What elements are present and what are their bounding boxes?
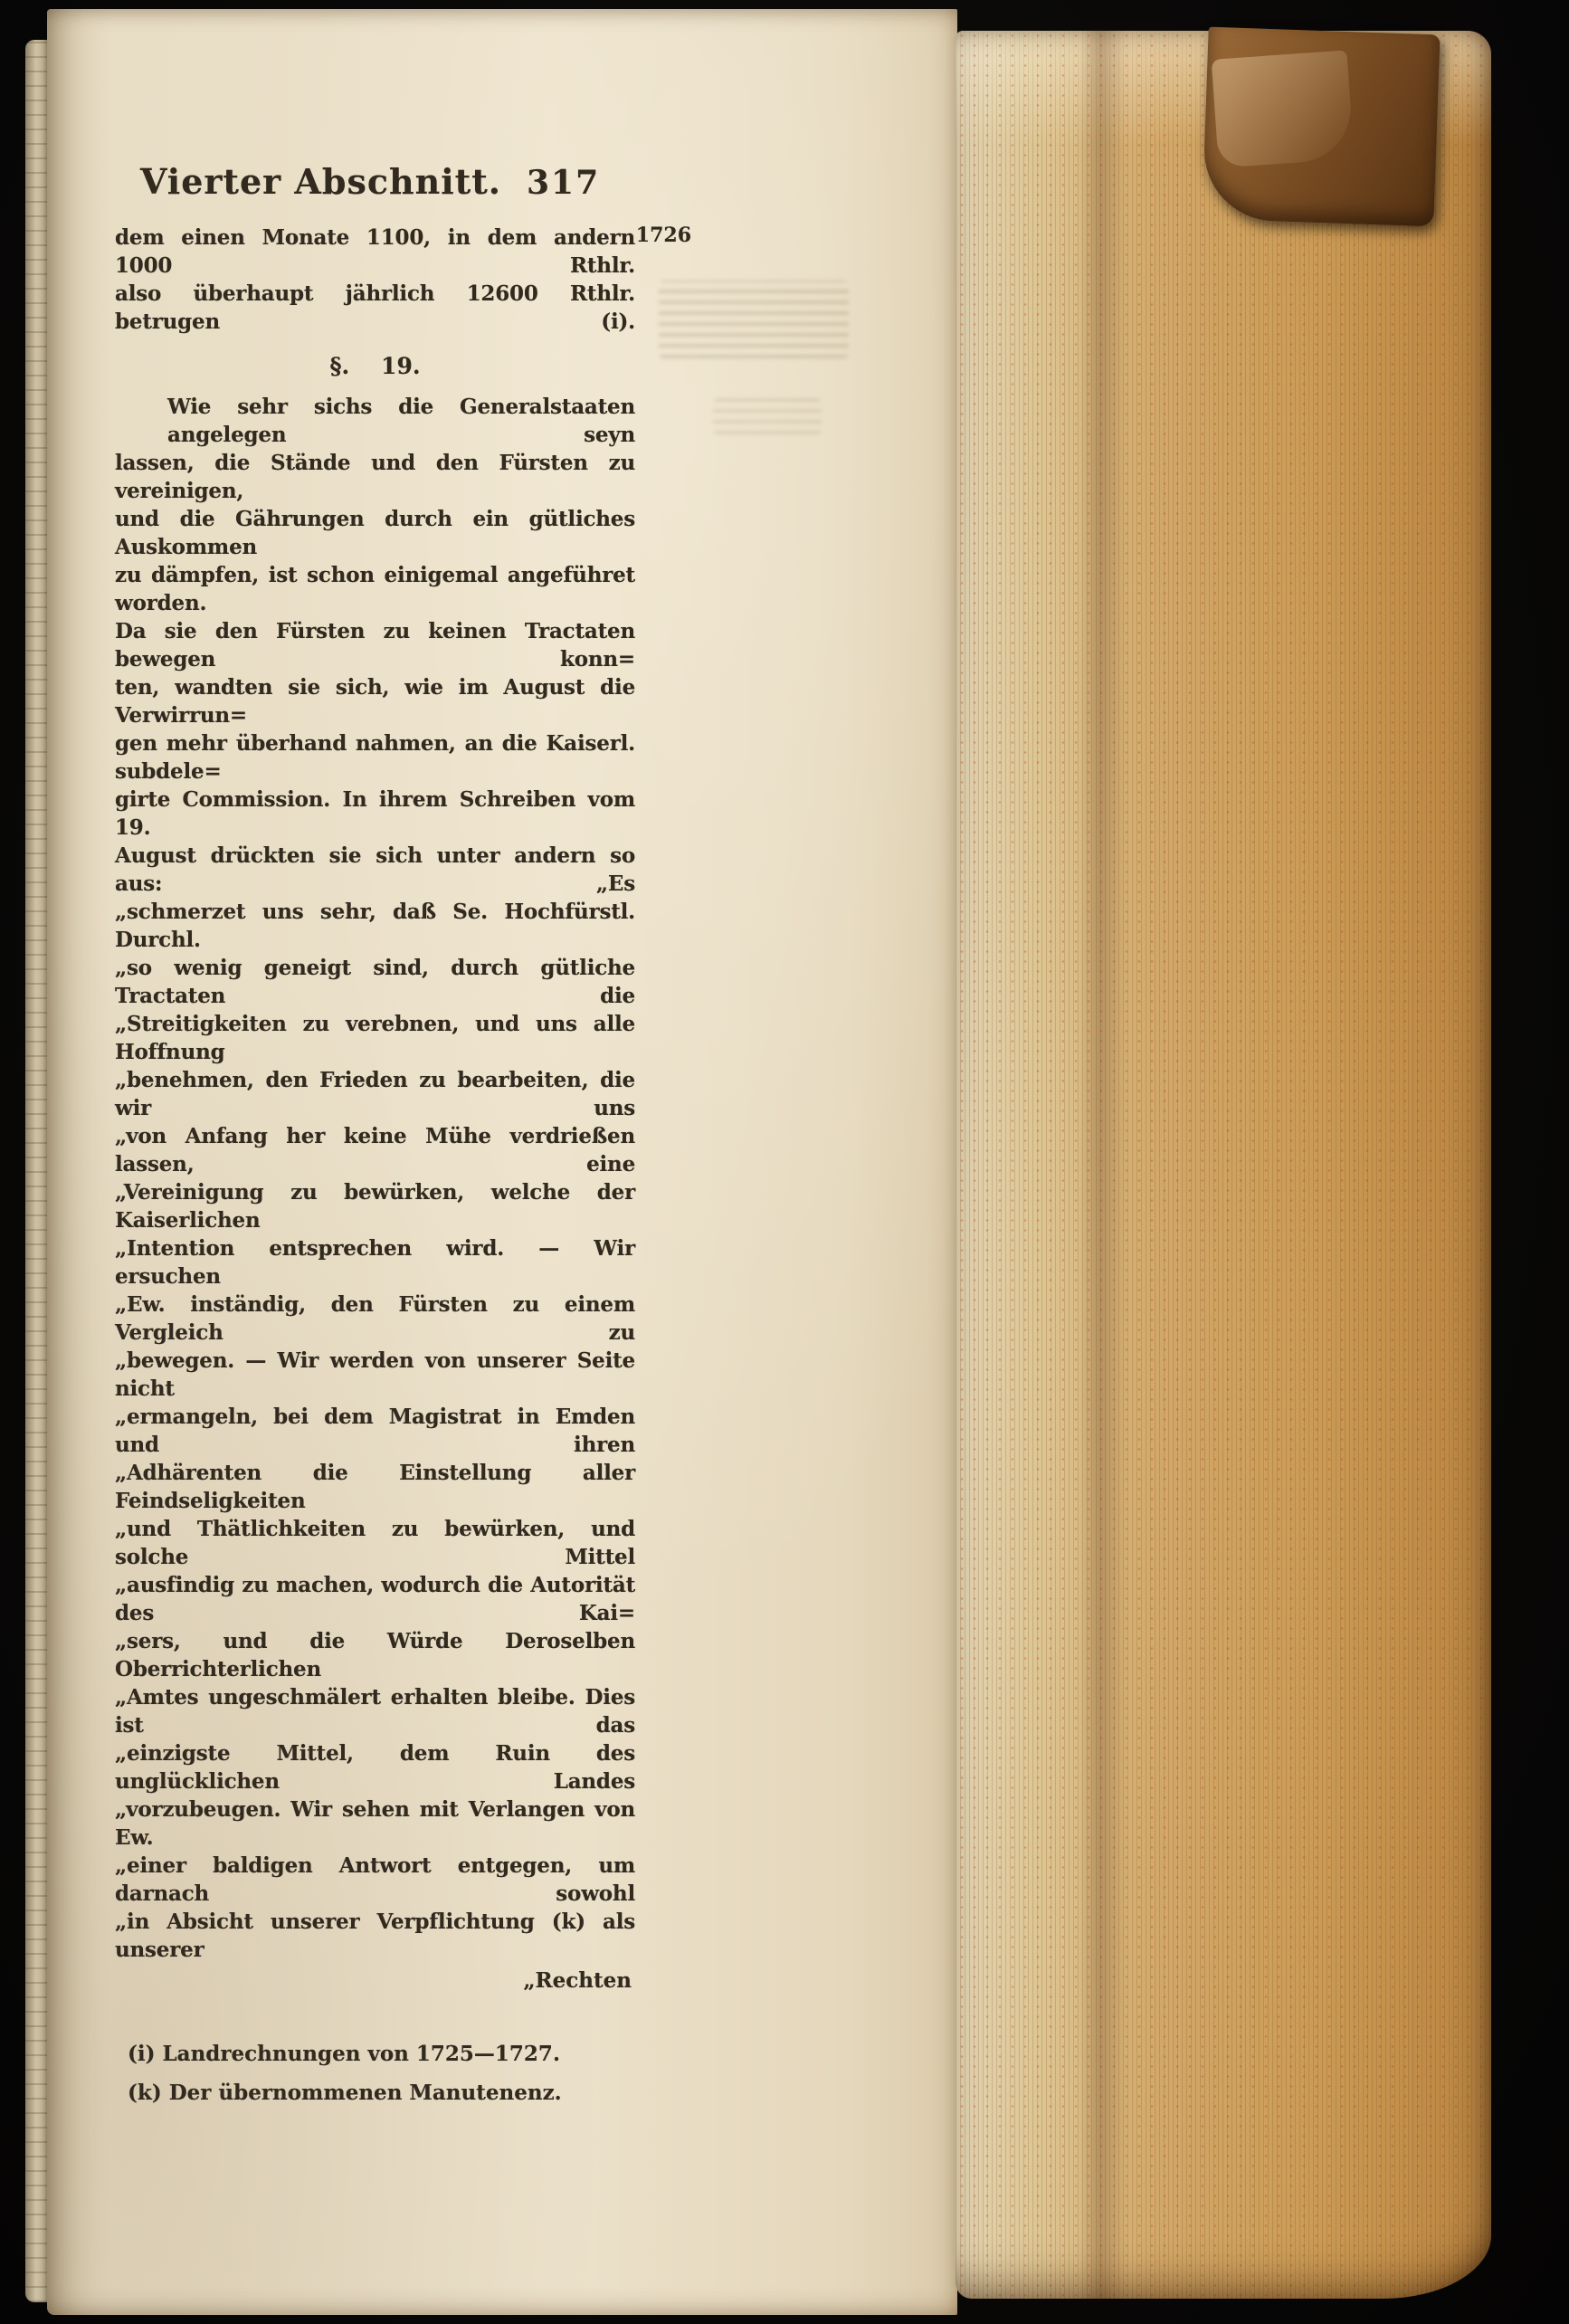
previous-page-edge xyxy=(25,40,49,2302)
ink-showthrough xyxy=(659,281,849,358)
book-cover-corner xyxy=(1202,27,1440,227)
body-line: Wie sehr sichs die Generalstaaten angelegen seyn xyxy=(167,395,635,447)
catchword: „Rechten xyxy=(523,1968,632,1993)
body-line: dem einen Monate 1100, in dem andern 1000 Rthlr. xyxy=(115,225,635,278)
page-number: 317 xyxy=(527,164,601,202)
body-line: Da sie den Fürsten zu keinen Tractaten bewegen konn= xyxy=(115,619,635,671)
footnote: (k) Der übernommenen Manutenenz. xyxy=(128,2081,562,2105)
body-line: also überhaupt jährlich 12600 Rthlr. betrugen (i). xyxy=(115,281,635,334)
body-line: und die Gährungen durch ein gütliches Auskommen xyxy=(115,507,635,559)
body-line: „ausfindig zu machen, wodurch die Autorität des Kai= xyxy=(115,1573,635,1625)
body-line: „Amtes ungeschmälert erhalten bleibe. Dies ist das xyxy=(115,1685,635,1738)
body-line: „von Anfang her keine Mühe verdrießen lassen, eine xyxy=(115,1124,635,1176)
body-line: „und Thätlichkeiten zu bewürken, und solche Mittel xyxy=(115,1517,635,1569)
intro-paragraph xyxy=(115,224,691,336)
body-line: zu dämpfen, ist schon einigemal angeführet worden. xyxy=(115,563,635,615)
ink-showthrough xyxy=(713,398,822,434)
body-line: „benehmen, den Frieden zu bearbeiten, die wir uns xyxy=(115,1068,635,1120)
body-line: ten, wandten sie sich, wie im August die Verwirrun= xyxy=(115,675,635,728)
body-line: „schmerzet uns sehr, daß Se. Hochfürstl. Durchl. xyxy=(115,900,635,952)
body-line: „einer baldigen Antwort entgegen, um darnach sowohl xyxy=(115,1853,635,1906)
book-page xyxy=(47,9,957,2315)
body-line: „sers, und die Würde Deroselben Oberrichterlichen xyxy=(115,1629,635,1681)
body-line: lassen, die Stände und den Fürsten zu vereinigen, xyxy=(115,451,635,503)
body-line: „so wenig geneigt sind, durch gütliche Tractaten die xyxy=(115,956,635,1008)
body-line: „Streitigkeiten zu verebnen, und uns alle Hoffnung xyxy=(115,1012,635,1064)
footnotes xyxy=(115,2034,635,2112)
body-line: „Adhärenten die Einstellung aller Feindseligkeiten xyxy=(115,1461,635,1513)
section-title: Vierter Abschnitt. xyxy=(139,161,502,202)
body-line: August drückten sie sich unter andern so aus: „Es xyxy=(115,843,635,896)
text-column xyxy=(115,161,691,2112)
body-line: „Intention entsprechen wird. — Wir ersuchen xyxy=(115,1236,635,1289)
body-line: „vorzubeugen. Wir sehen mit Verlangen von Ew. xyxy=(115,1797,635,1850)
main-paragraph xyxy=(115,393,635,1964)
body-line: „einzigste Mittel, dem Ruin des unglücklichen Landes xyxy=(115,1741,635,1794)
body-line: „bewegen. — Wir werden von unserer Seite nicht xyxy=(115,1348,635,1401)
cover-fold-highlight xyxy=(1212,50,1355,167)
body-line: „in Absicht unserer Verpflichtung (k) als unserer xyxy=(115,1910,635,1962)
body-line: „ermangeln, bei dem Magistrat in Emden und ihren xyxy=(115,1405,635,1457)
section-heading: §. 19. xyxy=(329,353,421,379)
margin-note-year: 1726 xyxy=(635,224,691,247)
body-line: „Vereinigung zu bewürken, welche der Kaiserlichen xyxy=(115,1180,635,1233)
body-line: „Ew. inständig, den Fürsten zu einem Vergleich zu xyxy=(115,1292,635,1345)
body-line: gen mehr überhand nahmen, an die Kaiserl. subdele= xyxy=(115,731,635,784)
page-header xyxy=(115,161,635,202)
footnote: (i) Landrechnungen von 1725—1727. xyxy=(128,2042,560,2066)
body-line: girte Commission. In ihrem Schreiben vom 19. xyxy=(115,787,635,840)
book-fore-edge xyxy=(956,31,1491,2299)
